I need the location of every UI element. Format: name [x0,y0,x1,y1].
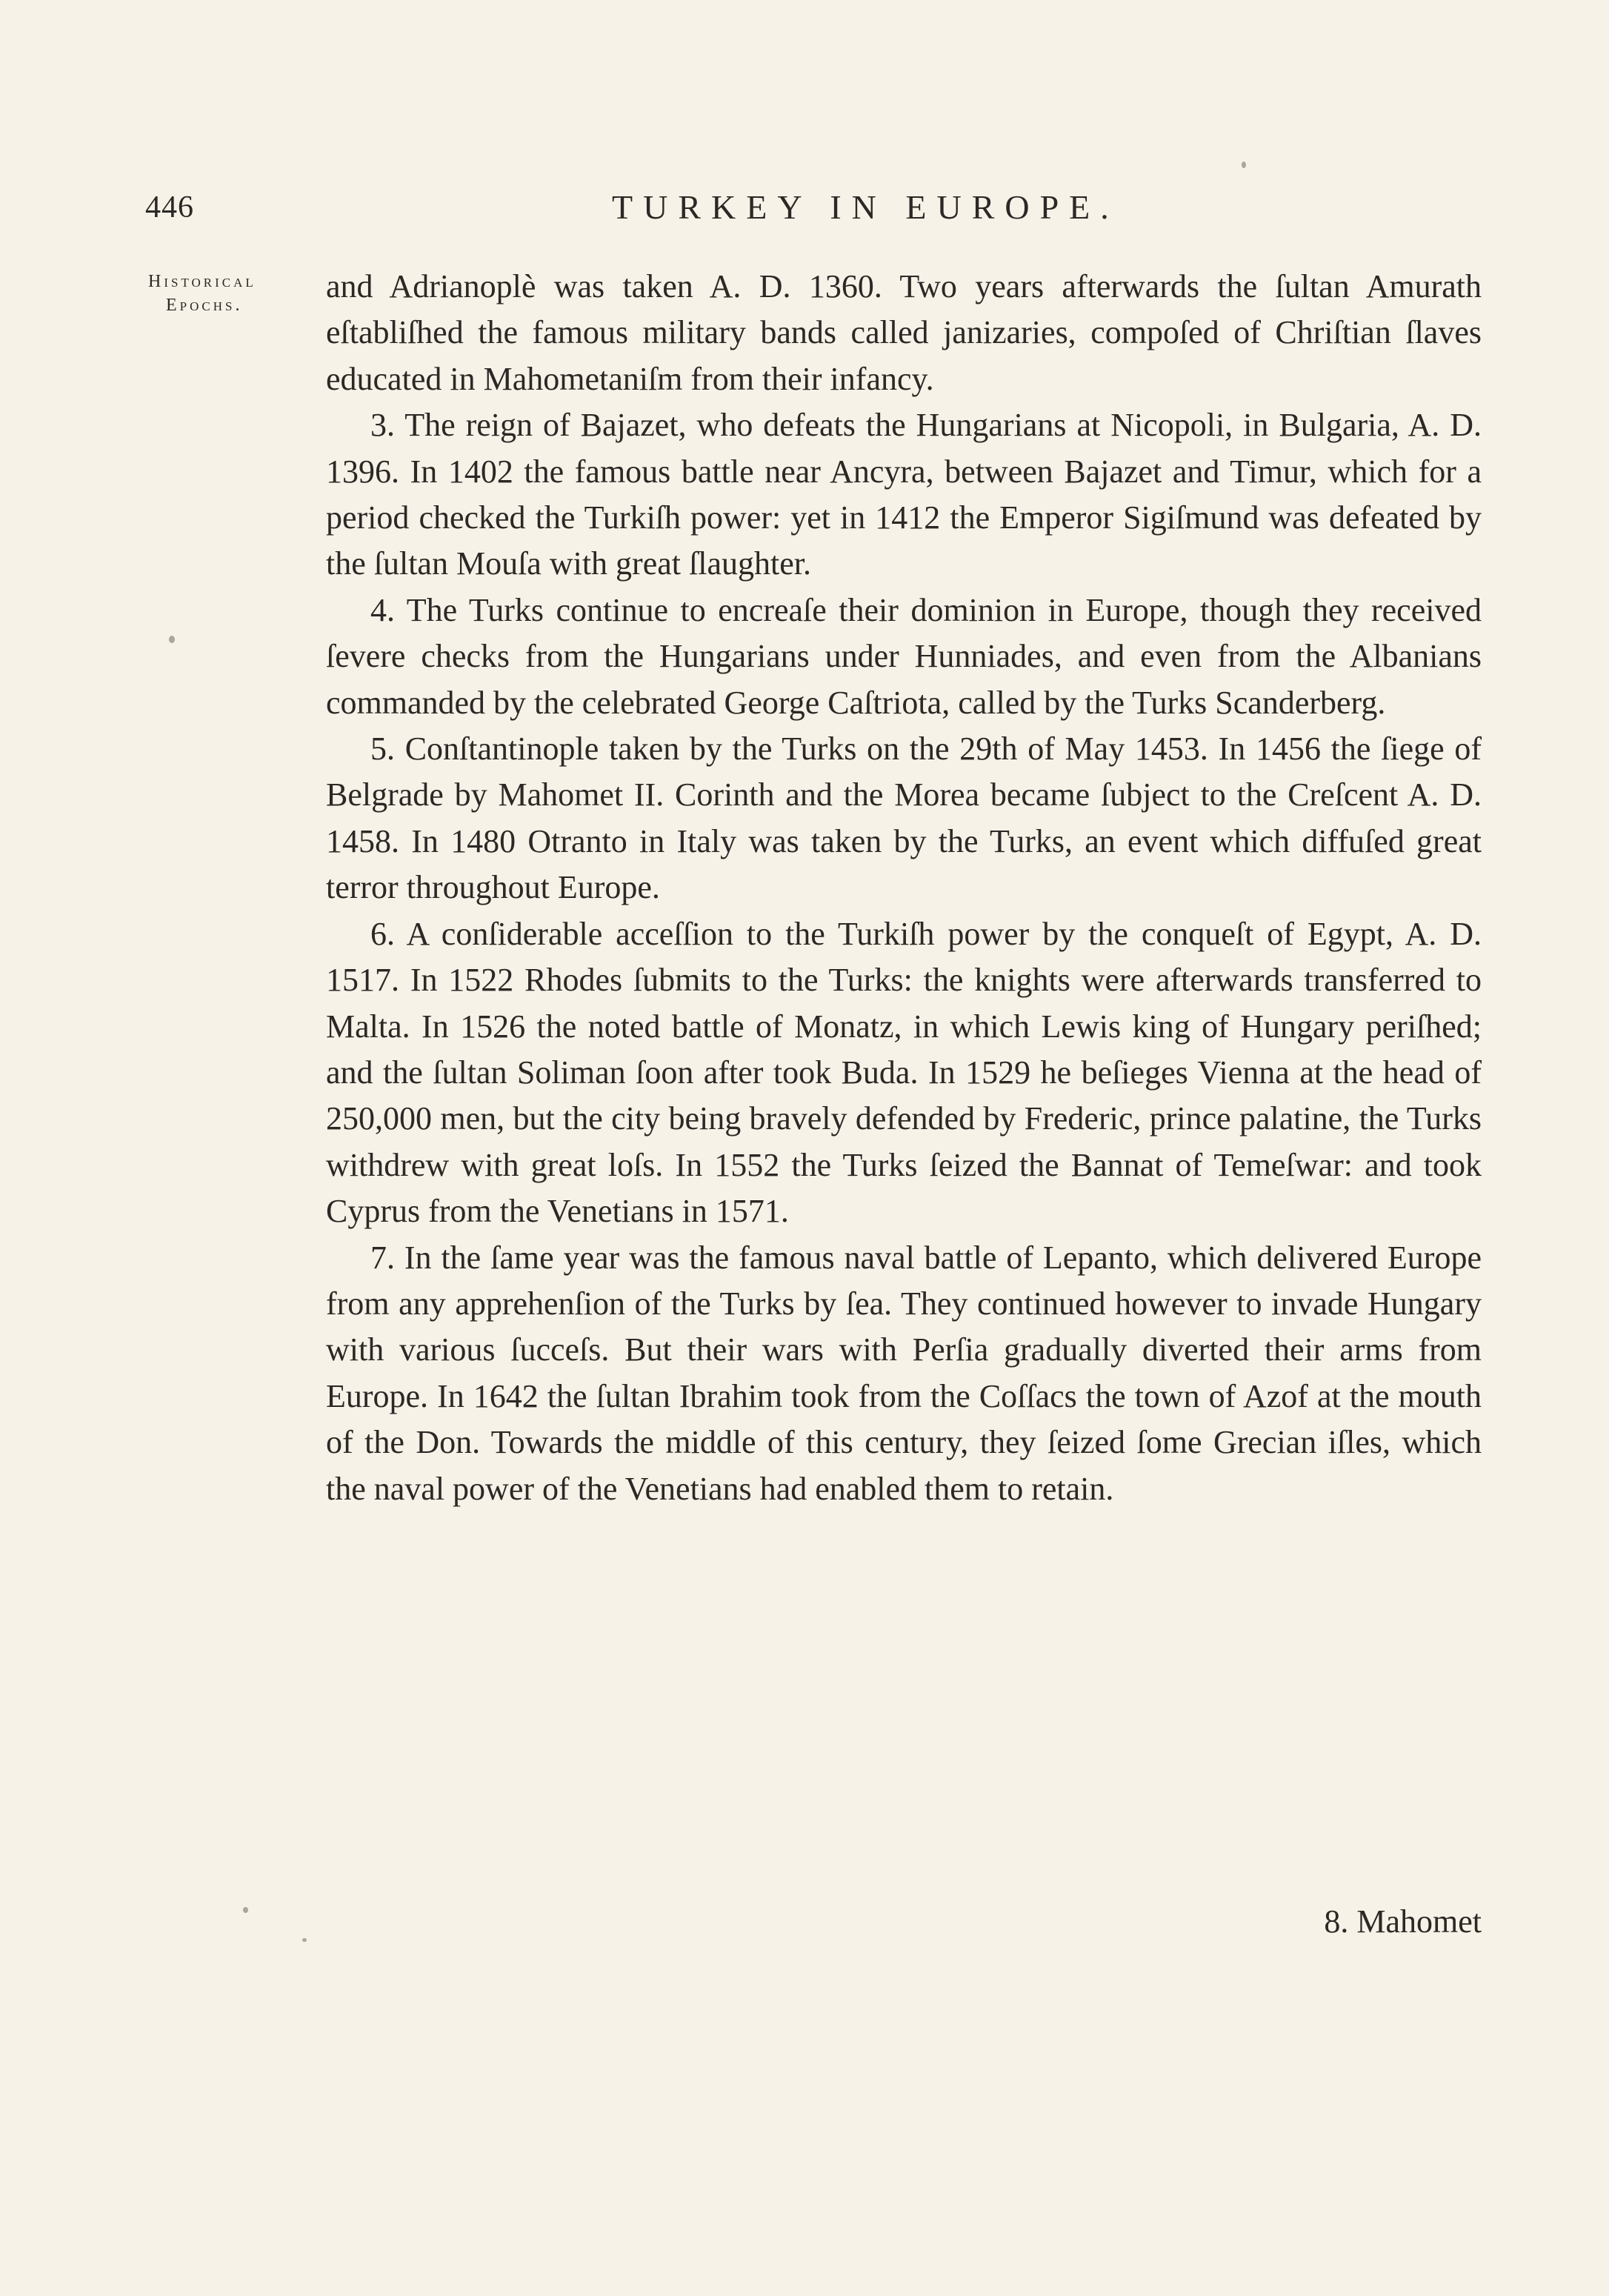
margin-note-line-1: Historical [148,272,256,291]
paper-speck [1242,162,1246,168]
paragraph-4: 4. The Turks continue to encreaſe their dominion in Europe, though they received ſevere checks from the Hungarians under Hunniades, and even from the Albanians commanded by the celebrated George Caſtriota, called by the Turks Scanderberg. [326,591,1482,721]
catchword: 8. Mahomet [1324,1903,1482,1940]
paragraph-6: 6. A conſiderable acceſſion to the Turkiſh power by the conqueſt of Egypt, A. D. 1517. In 1522 Rhodes ſubmits to the Turks: the knights were afterwards transferred to Malta. In 1526 the noted battle of Monatz, in which Lewis king of Hungary periſhed; and the ſultan Soliman ſoon after took Buda. In 1529 he beſieges Vienna at the head of 250,000 men, but the city being bravely defended by Frederic, prince palatine, the Turks withdrew with great loſs. In 1552 the Turks ſeized the Bannat of Temeſwar: and took Cyprus from the Venetians in 1571. [326,915,1482,1230]
paragraph-7: 7. In the ſame year was the famous naval battle of Lepanto, which delivered Europe from any apprehenſion of the Turks by ſea. They continued however to invade Hungary with various ſucceſs. But their wars with Perſia gradually diverted their arms from Europe. In 1642 the ſultan Ibrahim took from the Coſſacs the town of Azof at the mouth of the Don. Towards the middle of this century, they ſeized ſome Grecian iſles, which the naval power of the Venetians had enabled them to retain. [326,1239,1482,1507]
paper-speck [169,636,175,643]
running-title: TURKEY IN EUROPE. [612,188,1119,226]
paper-speck [243,1907,248,1913]
paragraph-5: 5. Conſtantinople taken by the Turks on the 29th of May 1453. In 1456 the ſiege of Belgrade by Mahomet II. Corinth and the Morea became ſubject to the Creſcent A. D. 1458. In 1480 Otranto in Italy was taken by the Turks, an event which diffuſed great terror throughout Europe. [326,731,1482,906]
paragraph-3: 3. The reign of Bajazet, who defeats the Hungarians at Nicopoli, in Bulgaria, A. D. 1396. In 1402 the famous battle near Ancyra, between Bajazet and Timur, which for a period checked the Turkiſh power: yet in 1412 the Emperor Sigiſmund was defeated by the ſultan Mouſa with great ſlaughter. [326,407,1482,582]
margin-note [148,270,311,317]
body-text [326,264,1482,1512]
margin-note-line-2: Epochs. [166,296,243,315]
page-number: 446 [145,190,194,224]
paper-speck [302,1938,307,1942]
paragraph-continuation: and Adrianoplè was taken A. D. 1360. Two years afterwards the ſultan Amurath eſtabliſhed the famous military bands called janizaries, compoſed of Chriſtian ſlaves educated in Mahometaniſm from their infancy. [326,268,1482,397]
